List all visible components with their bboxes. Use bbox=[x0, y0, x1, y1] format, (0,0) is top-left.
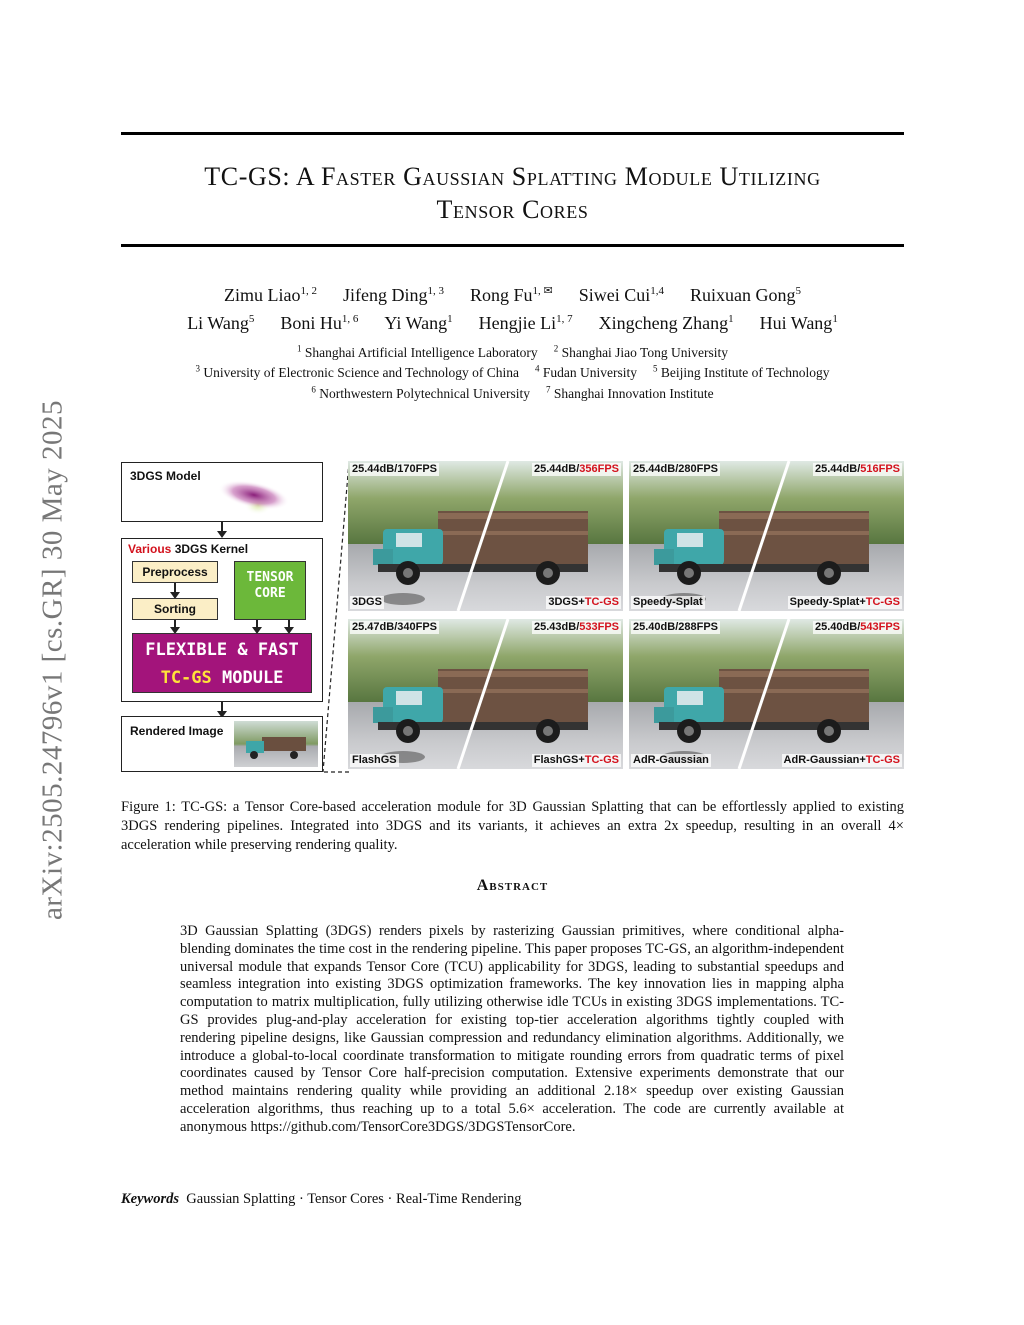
author-list bbox=[121, 279, 904, 335]
metric-psnr: 25.40dB/ bbox=[815, 621, 861, 633]
affiliation-item: $^2$ Shanghai Jiao Tong University bbox=[553, 343, 728, 360]
affiliation-list bbox=[121, 340, 904, 402]
model-box bbox=[121, 462, 323, 522]
author-name: Xingcheng Zhang$^1$ bbox=[598, 313, 734, 333]
method-tcgs-highlight: TC-GS bbox=[865, 596, 900, 608]
author-affiliation-marker: 1, 2 bbox=[300, 285, 317, 297]
metric-fps-highlight: 516FPS bbox=[860, 463, 900, 475]
tensor-core-line2: CORE bbox=[254, 586, 286, 601]
panel-method-baseline: FlashGS bbox=[352, 754, 397, 766]
rendered-image-label: Rendered Image bbox=[130, 724, 224, 738]
comparison-panel bbox=[629, 619, 904, 769]
paper-title-line2: Tensor Cores bbox=[436, 195, 589, 224]
panel-metric-tcgs bbox=[532, 621, 621, 634]
author-name: Boni Hu$^{1, 6}$ bbox=[280, 313, 359, 333]
metric-psnr: 25.44dB/ bbox=[815, 463, 861, 475]
author-affiliation-marker: 1 bbox=[447, 313, 453, 325]
abstract-heading: Abstract bbox=[476, 877, 549, 894]
affiliation-item: $^3$ University of Electronic Science and Technology of China bbox=[195, 363, 519, 380]
title-bottom-rule bbox=[121, 244, 904, 247]
author-name: Yi Wang$^1$ bbox=[384, 313, 453, 333]
metric-psnr: 25.44dB/ bbox=[534, 463, 580, 475]
module-tcgs-label: TC-GS bbox=[160, 668, 212, 688]
arrow-down-icon bbox=[174, 620, 176, 628]
author-affiliation-marker: 1,4 bbox=[650, 285, 664, 297]
model-label: 3DGS Model bbox=[130, 469, 201, 483]
tcgs-module-box bbox=[132, 633, 312, 693]
metric-fps-highlight: 533FPS bbox=[579, 621, 619, 633]
abstract-body: 3D Gaussian Splatting (3DGS) renders pixels by rasterizing Gaussian primitives, where conditional alpha-blending dominates the time cost in the rendering pipeline. This paper proposes TC-GS, an algorithm-independent universal module that expands Tensor Core (TCU) applicability for 3DGS, leading to substantial speedups and seamless integration into existing 3DGS optimization frameworks. The key innovation lies in mapping alpha computation to matrix multiplication, fully utilizing otherwise idle TCUs in existing 3DGS implementations. TC-GS provides plug-and-play acceleration for existing top-tier acceleration algorithms tightly coupled with rendering pipeline designs, like Gaussian compression and redundancy elimination algorithms. Additionally, we introduce a global-to-local coordinate transformation to mitigate rounding errors from quadratic terms of pixel coordinates caused by Tensor Core half-precision computation. Extensive experiments demonstrate that our method maintains rendering quality while providing an additional 2.18× speedup over existing Gaussian acceleration algorithms, thus reaching up to a total 5.6× acceleration. The code are currently available at anonymous https://github.com/TensorCore3DGS/3DGSTensorCore. bbox=[180, 923, 844, 1135]
author-affiliation-marker: 1, 6 bbox=[341, 313, 359, 325]
affiliation-row-3 bbox=[121, 381, 904, 402]
affiliation-marker: 4 bbox=[534, 363, 540, 374]
truck-scene-image bbox=[629, 619, 904, 769]
author-affiliation-marker: 1 bbox=[832, 313, 838, 325]
arrow-down-icon bbox=[221, 522, 223, 532]
author-affiliation-marker: 1, ✉ bbox=[532, 285, 553, 297]
tensor-core-box bbox=[234, 561, 306, 620]
title-top-rule bbox=[121, 132, 904, 135]
panel-metric-baseline: 25.40dB/288FPS bbox=[633, 621, 718, 633]
pipeline-diagram bbox=[121, 460, 326, 775]
author-name: Ruixuan Gong$^5$ bbox=[690, 285, 801, 305]
sorting-box: Sorting bbox=[132, 598, 218, 620]
affiliation-marker: 3 bbox=[195, 363, 200, 374]
author-name: Hui Wang$^1$ bbox=[759, 313, 838, 333]
affiliation-marker: 7 bbox=[545, 384, 551, 394]
arrow-down-icon bbox=[174, 583, 176, 593]
arrow-down-icon bbox=[256, 620, 258, 628]
keywords-text: Gaussian Splatting · Tensor Cores · Real-Time Rendering bbox=[186, 1191, 522, 1207]
kernel-label bbox=[128, 542, 248, 556]
affiliation-item: $^4$ Fudan University bbox=[534, 363, 637, 380]
keywords-label: Keywords bbox=[121, 1191, 179, 1207]
author-name: Jifeng Ding$^{1, 3}$ bbox=[342, 285, 444, 305]
arrow-down-icon bbox=[288, 620, 290, 628]
rendered-thumbnail bbox=[234, 721, 318, 767]
paper-title bbox=[121, 160, 904, 226]
author-name: Rong $Fu^{1, ✉}$ bbox=[469, 285, 553, 305]
method-tcgs-highlight: TC-GS bbox=[584, 754, 619, 766]
author-name: Siwei Cui$^{1,4}$ bbox=[578, 285, 664, 305]
panel-metric-tcgs bbox=[532, 463, 621, 476]
affiliation-item: $^6$ Northwestern Polytechnical University bbox=[311, 384, 530, 401]
panel-method-tcgs bbox=[782, 754, 902, 767]
method-name: Speedy-Splat+ bbox=[789, 596, 866, 608]
preprocess-box: Preprocess bbox=[132, 561, 218, 583]
kernel-label-rest: 3DGS Kernel bbox=[171, 542, 249, 556]
kernel-box bbox=[121, 538, 323, 702]
dashed-connector bbox=[321, 460, 351, 775]
affiliation-marker: 6 bbox=[311, 384, 316, 394]
affiliation-item: $^7$ Shanghai Innovation Institute bbox=[545, 384, 714, 401]
panel-method-tcgs bbox=[788, 596, 902, 609]
author-name: Li Wang$^5$ bbox=[187, 313, 255, 333]
comparison-panel bbox=[348, 619, 623, 769]
tensor-core-line1: TENSOR bbox=[246, 570, 294, 585]
affiliation-row-2 bbox=[121, 361, 904, 382]
kernel-label-red: Various bbox=[128, 542, 172, 556]
truck-scene-image bbox=[348, 461, 623, 611]
author-name: Zimu Liao$^{1, 2}$ bbox=[224, 285, 317, 305]
module-line1: FLEXIBLE & FAST bbox=[145, 640, 299, 660]
panel-method-baseline: 3DGS bbox=[352, 596, 382, 608]
panel-metric-baseline: 25.44dB/170FPS bbox=[352, 463, 437, 475]
panel-method-tcgs bbox=[532, 754, 621, 767]
method-tcgs-highlight: TC-GS bbox=[584, 596, 619, 608]
metric-psnr: 25.43dB/ bbox=[534, 621, 580, 633]
affiliation-marker: 2 bbox=[553, 343, 559, 353]
author-row-2 bbox=[121, 307, 904, 335]
comparison-panel bbox=[629, 461, 904, 611]
author-row-1 bbox=[121, 279, 904, 307]
comparison-panel bbox=[348, 461, 623, 611]
paper-title-line1: TC-GS: A Faster Gaussian Splatting Module Utilizing bbox=[204, 162, 821, 191]
truck-scene-image bbox=[348, 619, 623, 769]
author-affiliation-marker: 5 bbox=[795, 285, 801, 297]
method-name: FlashGS+ bbox=[533, 754, 585, 766]
author-affiliation-marker: 1 bbox=[728, 313, 734, 325]
affiliation-item: $^5$ Beijing Institute of Technology bbox=[652, 363, 830, 380]
metric-fps-highlight: 356FPS bbox=[579, 463, 619, 475]
author-name: Hengjie Li$^{1, 7}$ bbox=[478, 313, 573, 333]
affiliation-marker: 1 bbox=[297, 343, 302, 353]
panel-method-baseline: AdR-Gaussian bbox=[633, 754, 709, 766]
arrow-down-icon bbox=[221, 702, 223, 712]
panel-metric-tcgs bbox=[813, 463, 902, 476]
method-name: AdR-Gaussian+ bbox=[783, 754, 866, 766]
gaussian-blob-image bbox=[214, 471, 294, 517]
panel-method-tcgs bbox=[546, 596, 621, 609]
truck-scene-image bbox=[629, 461, 904, 611]
panel-method-baseline: Speedy-Splat bbox=[633, 596, 703, 608]
figure-caption: Figure 1: TC-GS: a Tensor Core-based acceleration module for 3D Gaussian Splatting that can be effortlessly applied to existing 3DGS rendering pipelines. Integrated into 3DGS and its variants, it achieves an extra 2x speedup, resulting in an overall 4× acceleration while preserving rendering quality. bbox=[121, 799, 904, 853]
author-affiliation-marker: 1, 7 bbox=[556, 313, 573, 325]
truck-thumbnail-icon bbox=[234, 721, 318, 767]
keywords-line bbox=[121, 1190, 904, 1208]
method-name: 3DGS+ bbox=[548, 596, 585, 608]
arxiv-identifier: arXiv:2505.24796v1 [cs.GR] 30 May 2025 bbox=[36, 399, 69, 921]
panel-metric-baseline: 25.44dB/280FPS bbox=[633, 463, 718, 475]
author-affiliation-marker: 1, 3 bbox=[427, 285, 444, 297]
method-tcgs-highlight: TC-GS bbox=[865, 754, 900, 766]
affiliation-row-1 bbox=[121, 340, 904, 361]
module-rest-label: MODULE bbox=[211, 668, 284, 688]
author-affiliation-marker: 5 bbox=[248, 313, 255, 325]
panel-metric-baseline: 25.47dB/340FPS bbox=[352, 621, 437, 633]
metric-fps-highlight: 543FPS bbox=[860, 621, 900, 633]
affiliation-item: $^1$ Shanghai Artificial Intelligence Laboratory bbox=[297, 343, 538, 360]
module-line2 bbox=[133, 664, 311, 692]
affiliation-marker: 5 bbox=[652, 363, 658, 374]
panel-metric-tcgs bbox=[813, 621, 902, 634]
rendered-image-box bbox=[121, 716, 323, 772]
